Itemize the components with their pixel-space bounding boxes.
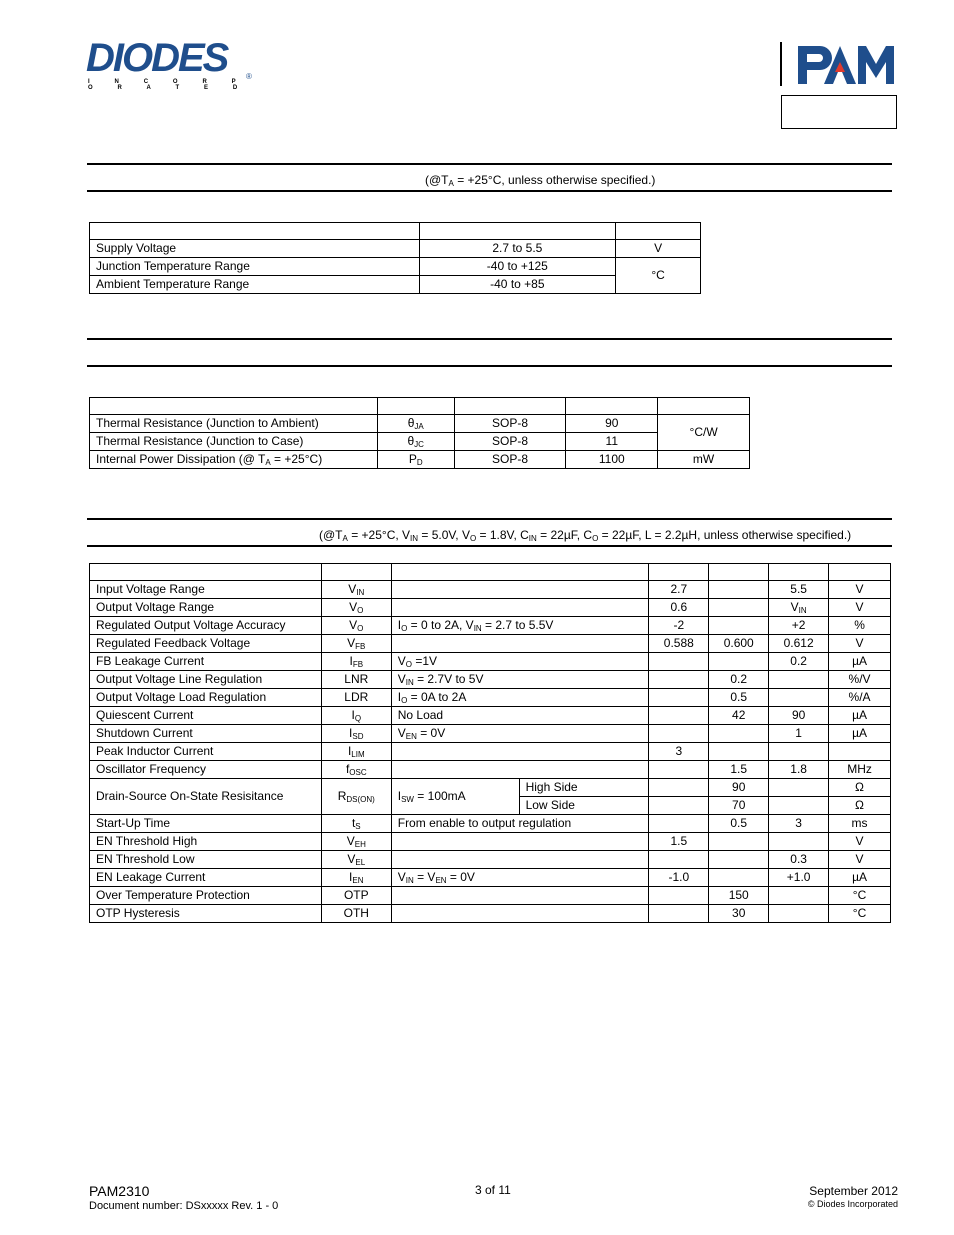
table-row (90, 779, 891, 797)
typ-cell (709, 581, 769, 599)
unit-cell: %/A (829, 689, 891, 707)
max-cell: 3 (769, 815, 829, 833)
pam-logo (780, 42, 900, 130)
min-cell (649, 653, 709, 671)
symbol-cell: $V_{EH}$ (321, 833, 391, 851)
min-cell: 2.7 (649, 581, 709, 599)
max-cell: 1 (769, 725, 829, 743)
param-cell: Regulated Output Voltage Accuracy (90, 617, 322, 635)
condition-cell: From enable to output regulation (391, 815, 649, 833)
typ-cell (709, 833, 769, 851)
section-rule (87, 190, 892, 192)
symbol-cell: $t_S$ (321, 815, 391, 833)
symbol-cell: $I_{LIM}$ (321, 743, 391, 761)
min-cell (649, 815, 709, 833)
table-row (90, 240, 701, 258)
param-cell: Supply Voltage (90, 240, 420, 258)
thermal-table (89, 397, 750, 469)
condition-cell: High Side (519, 779, 649, 797)
diodes-logo-text: DIODES (86, 36, 228, 80)
table-row (90, 815, 891, 833)
section-rule (87, 338, 892, 340)
condition-cell: Low Side (519, 797, 649, 815)
max-cell: $V_{IN}$ (769, 599, 829, 617)
value-cell: 1100 (566, 451, 658, 469)
min-cell: 0.588 (649, 635, 709, 653)
param-cell: Ambient Temperature Range (90, 276, 420, 294)
condition-cell (391, 635, 649, 653)
typ-cell: 90 (709, 779, 769, 797)
param-cell: Junction Temperature Range (90, 258, 420, 276)
section-rule (87, 545, 892, 547)
param-cell: Regulated Feedback Voltage (90, 635, 322, 653)
min-cell (649, 671, 709, 689)
value-cell: -40 to +85 (419, 276, 616, 294)
table-row (90, 905, 891, 923)
max-cell: 1.8 (769, 761, 829, 779)
symbol-cell: OTH (321, 905, 391, 923)
typ-cell: 150 (709, 887, 769, 905)
package-cell: SOP-8 (454, 415, 566, 433)
unit-cell: °C (829, 905, 891, 923)
diodes-logo-reg: ® (246, 72, 252, 81)
condition-cell: $V_O =1V$ (391, 653, 649, 671)
table-row (90, 258, 701, 276)
param-cell: Over Temperature Protection (90, 887, 322, 905)
param-cell: Oscillator Frequency (90, 761, 322, 779)
symbol-cell: $V_{EL}$ (321, 851, 391, 869)
param-cell: EN Threshold Low (90, 851, 322, 869)
table-row (90, 869, 891, 887)
condition-cell (391, 761, 649, 779)
max-cell: 0.2 (769, 653, 829, 671)
value-cell: 2.7 to 5.5 (419, 240, 616, 258)
param-cell: Peak Inductor Current (90, 743, 322, 761)
unit-cell: ms (829, 815, 891, 833)
unit-cell: %/V (829, 671, 891, 689)
table-row (90, 707, 891, 725)
min-cell (649, 689, 709, 707)
package-cell: SOP-8 (454, 433, 566, 451)
symbol-cell: $f_{OSC}$ (321, 761, 391, 779)
table-row (90, 671, 891, 689)
unit-cell (829, 743, 891, 761)
diodes-logo-sub: I N C O R P O R A T E D (88, 79, 249, 91)
min-cell: -1.0 (649, 869, 709, 887)
unit-cell: °C (829, 887, 891, 905)
condition-cell (391, 851, 649, 869)
unit-cell: % (829, 617, 891, 635)
condition-cell (391, 887, 649, 905)
max-cell (769, 905, 829, 923)
max-cell: +2 (769, 617, 829, 635)
symbol-cell: $I_{FB}$ (321, 653, 391, 671)
max-cell (769, 779, 829, 797)
unit-cell: V (829, 581, 891, 599)
unit-cell: mW (658, 451, 750, 469)
table-header-row (90, 398, 750, 415)
table-row (90, 851, 891, 869)
condition-cell: $I_O = 0A$ to 2A (391, 689, 649, 707)
typ-cell: 0.2 (709, 671, 769, 689)
value-cell: 90 (566, 415, 658, 433)
max-cell (769, 833, 829, 851)
param-cell: EN Leakage Current (90, 869, 322, 887)
symbol-cell: $V_O$ (321, 599, 391, 617)
pam-logo-box (781, 95, 897, 129)
max-cell (769, 797, 829, 815)
typ-cell (709, 743, 769, 761)
param-cell: Drain-Source On-State Resisitance (90, 779, 322, 815)
symbol-cell: $I_{EN}$ (321, 869, 391, 887)
symbol-cell: $P_D$ (377, 451, 454, 469)
min-cell: -2 (649, 617, 709, 635)
param-cell: Thermal Resistance (Junction to Case) (90, 433, 378, 451)
symbol-cell: LNR (321, 671, 391, 689)
param-cell: Input Voltage Range (90, 581, 322, 599)
min-cell (649, 707, 709, 725)
unit-cell: V (829, 833, 891, 851)
table-row (90, 451, 750, 469)
unit-cell: MHz (829, 761, 891, 779)
symbol-cell: OTP (321, 887, 391, 905)
footer-page-number: 3 of 11 (475, 1183, 511, 1197)
min-cell (649, 761, 709, 779)
max-cell: 0.3 (769, 851, 829, 869)
table-row (90, 635, 891, 653)
min-cell (649, 797, 709, 815)
typ-cell (709, 653, 769, 671)
max-cell (769, 887, 829, 905)
condition-cell (391, 581, 649, 599)
typ-cell (709, 599, 769, 617)
param-cell: Shutdown Current (90, 725, 322, 743)
symbol-cell: LDR (321, 689, 391, 707)
symbol-cell: $R_{DS(ON)}$ (321, 779, 391, 815)
table-row (90, 725, 891, 743)
table-header-row (90, 564, 891, 581)
typ-cell: 42 (709, 707, 769, 725)
table-row (90, 653, 891, 671)
max-cell (769, 689, 829, 707)
typ-cell (709, 869, 769, 887)
param-cell: Output Voltage Range (90, 599, 322, 617)
table-row (90, 761, 891, 779)
param-cell: Output Voltage Line Regulation (90, 671, 322, 689)
table-row (90, 833, 891, 851)
min-cell: 0.6 (649, 599, 709, 617)
min-cell (649, 779, 709, 797)
typ-cell (709, 617, 769, 635)
condition-cell: $V_{IN} = V_{EN} = 0V$ (391, 869, 649, 887)
typ-cell (709, 725, 769, 743)
param-cell: OTP Hysteresis (90, 905, 322, 923)
max-cell (769, 671, 829, 689)
unit-cell: V (829, 851, 891, 869)
symbol-cell: $V_{FB}$ (321, 635, 391, 653)
min-cell (649, 851, 709, 869)
pam-logo-mark (780, 42, 900, 90)
param-cell: EN Threshold High (90, 833, 322, 851)
param-cell: Output Voltage Load Regulation (90, 689, 322, 707)
footer-part-number: PAM2310 (89, 1183, 150, 1199)
max-cell: 5.5 (769, 581, 829, 599)
table-row (90, 887, 891, 905)
param-cell: Thermal Resistance (Junction to Ambient) (90, 415, 378, 433)
symbol-cell: $I_{SD}$ (321, 725, 391, 743)
section-rule (87, 365, 892, 367)
table-row (90, 276, 701, 294)
unit-cell: V (616, 240, 701, 258)
section-rule (87, 163, 892, 165)
electrical-characteristics-table (89, 563, 891, 923)
condition-cell (391, 599, 649, 617)
unit-cell: Ω (829, 779, 891, 797)
typ-cell: 1.5 (709, 761, 769, 779)
min-cell: 1.5 (649, 833, 709, 851)
unit-cell: µA (829, 869, 891, 887)
section3-conditions: ($@T_A = +25^\circ C$, $V_{IN} = 5.0V$, $V_O = 1.8V$, $C_{IN} = 22\mu F$, $C_O = 22\mu F$, L = 2.2µH, unless otherwise specified.) (319, 528, 852, 543)
min-cell (649, 887, 709, 905)
condition-cell (391, 905, 649, 923)
unit-cell: V (829, 635, 891, 653)
typ-cell: 30 (709, 905, 769, 923)
condition-cell: $I_{SW} = 100mA$ (391, 779, 519, 815)
min-cell (649, 725, 709, 743)
table-row (90, 433, 750, 451)
symbol-cell: $\theta_{JA}$ (377, 415, 454, 433)
condition-cell (391, 743, 649, 761)
diodes-logo (86, 36, 256, 91)
unit-cell: µA (829, 707, 891, 725)
table-row (90, 599, 891, 617)
typ-cell: 70 (709, 797, 769, 815)
min-cell (649, 905, 709, 923)
section1-conditions: ($@T_A = +25^\circ C$, unless otherwise specified.) (425, 173, 656, 188)
unit-cell: µA (829, 725, 891, 743)
unit-cell: °C (616, 258, 701, 294)
condition-cell: $V_{EN} = 0V$ (391, 725, 649, 743)
table-row (90, 743, 891, 761)
param-cell: FB Leakage Current (90, 653, 322, 671)
typ-cell: 0.5 (709, 689, 769, 707)
value-cell: -40 to +125 (419, 258, 616, 276)
condition-cell (391, 833, 649, 851)
max-cell: +1.0 (769, 869, 829, 887)
condition-cell: No Load (391, 707, 649, 725)
max-cell (769, 743, 829, 761)
param-cell: Internal Power Dissipation (@ $T_A = +25^\circ C$) (90, 451, 378, 469)
footer-document-number: Document number: DSxxxxx Rev. 1 - 0 (89, 1200, 279, 1212)
unit-cell: °C/W (658, 415, 750, 451)
typ-cell: 0.600 (709, 635, 769, 653)
unit-cell: V (829, 599, 891, 617)
condition-cell: $V_{IN} = 2.7V$ to 5V (391, 671, 649, 689)
param-cell: Quiescent Current (90, 707, 322, 725)
symbol-cell: $\theta_{JC}$ (377, 433, 454, 451)
symbol-cell: $V_{IN}$ (321, 581, 391, 599)
typ-cell: 0.5 (709, 815, 769, 833)
table-row (90, 617, 891, 635)
footer-copyright: © Diodes Incorporated (807, 1199, 898, 1209)
param-cell: Start-Up Time (90, 815, 322, 833)
min-cell: 3 (649, 743, 709, 761)
condition-cell: $I_O = 0$ to 2A, $V_{IN} = 2.7$ to 5.5V (391, 617, 649, 635)
typ-cell (709, 851, 769, 869)
value-cell: 11 (566, 433, 658, 451)
unit-cell: µA (829, 653, 891, 671)
section-rule (87, 518, 892, 520)
max-cell: 0.612 (769, 635, 829, 653)
unit-cell: Ω (829, 797, 891, 815)
table-row (90, 581, 891, 599)
table-header-row (90, 223, 701, 240)
package-cell: SOP-8 (454, 451, 566, 469)
table-row (90, 689, 891, 707)
table-row (90, 415, 750, 433)
symbol-cell: $I_Q$ (321, 707, 391, 725)
max-cell: 90 (769, 707, 829, 725)
footer-date: September 2012 (809, 1184, 898, 1198)
symbol-cell: $V_O$ (321, 617, 391, 635)
operating-conditions-table (89, 222, 701, 294)
